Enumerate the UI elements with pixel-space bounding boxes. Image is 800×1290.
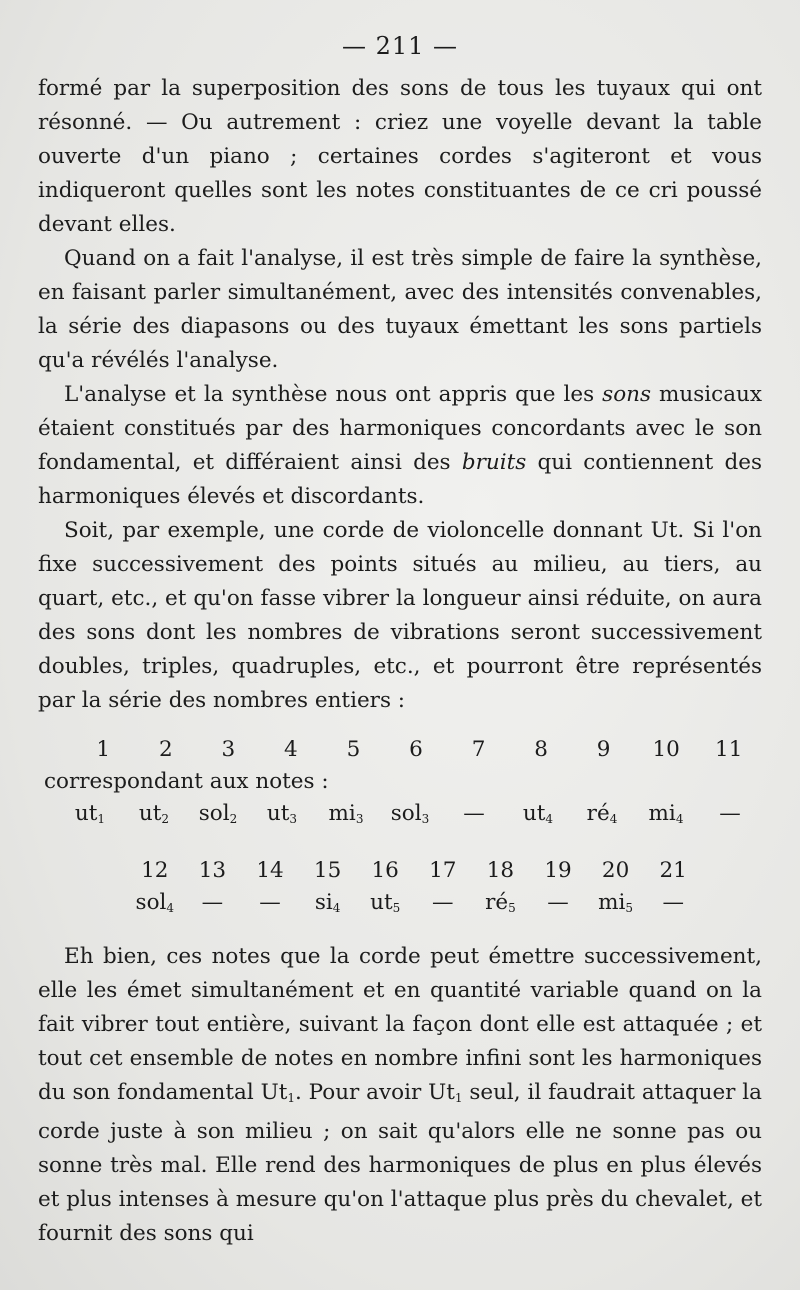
harmonic-number: 4 [284, 737, 298, 762]
paragraph-5-sub1: 1 [287, 1091, 295, 1105]
note-name: mi [598, 890, 626, 915]
note-name: mi [648, 801, 676, 826]
note-cell [698, 798, 762, 835]
harmonic-notes-row-2 [38, 887, 762, 924]
note-cell [378, 798, 442, 835]
note-octave: 4 [675, 812, 684, 826]
note-name: ré [586, 801, 610, 826]
note-name: — [463, 801, 485, 826]
note-cell [634, 798, 698, 835]
harmonic-number: 10 [652, 737, 680, 762]
paragraph-3 [38, 378, 762, 514]
note-cell [250, 798, 314, 835]
paragraph-5-part1: Eh bien, ces notes que la corde peut émettre successivement, elle les émet simultanément et en quantité variable quand on la fait vibrer tout entière, suivant la façon dont elle est attaquée ; et tout cet ensemble de notes en nombre infini sont les harmoniques du son fondamental Ut [38, 944, 762, 1105]
paragraph-5-part2: . Pour avoir Ut [294, 1080, 455, 1105]
note-octave: 1 [97, 812, 106, 826]
harmonic-notes-row-1 [38, 798, 762, 835]
note-octave: 3 [355, 812, 364, 826]
note-octave: 5 [392, 901, 401, 915]
note-cell [644, 887, 702, 924]
harmonic-numbers-row-2 [38, 855, 762, 887]
harmonic-number: 5 [346, 737, 361, 762]
note-name: ut [138, 801, 162, 826]
note-name: — [547, 890, 569, 915]
note-name: ut [522, 801, 546, 826]
note-cell [356, 887, 414, 924]
note-name: — [201, 890, 224, 915]
note-cell [472, 887, 530, 924]
note-octave: 3 [289, 812, 298, 826]
harmonic-number: 17 [429, 858, 457, 883]
note-name: — [662, 890, 684, 915]
harmonic-number: 8 [534, 737, 548, 762]
paragraph-5-sub2: 1 [454, 1091, 463, 1105]
harmonic-number: 19 [544, 858, 572, 883]
note-octave: 4 [166, 901, 175, 915]
note-name: ut [74, 801, 98, 826]
note-octave: 2 [161, 812, 170, 826]
note-cell [570, 798, 634, 835]
note-octave: 5 [625, 901, 634, 915]
harmonic-number: 11 [715, 737, 743, 762]
harmonic-number: 13 [198, 858, 227, 883]
paragraph-2: Quand on a fait l'analyse, il est très simple de faire la synthèse, en faisant parler simultanément, avec des intensités convenables, la série des diapasons ou des tuyaux émettant les sons partiels qu'a révélés l'analyse. [38, 246, 762, 373]
page-number: — 211 — [341, 32, 459, 60]
harmonic-number: 2 [158, 737, 173, 762]
note-name: ut [266, 801, 290, 826]
note-cell [126, 887, 184, 924]
note-cell [314, 798, 378, 835]
paragraph-3-part1: L'analyse et la synthèse nous ont appris que les [64, 382, 603, 407]
note-name: ré [485, 890, 509, 915]
note-octave: 5 [508, 901, 516, 915]
note-octave: 4 [545, 812, 554, 826]
note-name: mi [328, 801, 356, 826]
paragraph-5-part3: seul, il faudrait attaquer la corde juste à son milieu ; on sait qu'alors elle ne sonne pas ou sonne très mal. Elle rend des harmoniques de plus en plus élevés et plus intenses à mesure qu'on l'attaque plus près du chevalet, et fournit des sons qui [38, 1080, 762, 1246]
note-cell [529, 887, 587, 924]
paragraph-3-part3: qui contiennent des harmoniques élevés et discordants. [38, 450, 762, 509]
note-octave: 4 [609, 812, 618, 826]
note-cell [414, 887, 472, 924]
harmonic-numbers-row-1 [38, 734, 762, 766]
harmonic-number: 16 [371, 858, 399, 883]
note-cell [587, 887, 645, 924]
harmonic-number: 18 [486, 858, 515, 883]
note-cell [442, 798, 506, 835]
harmonic-number: 7 [471, 737, 486, 762]
harmonic-number: 21 [659, 858, 687, 883]
harmonic-number: 1 [96, 737, 111, 762]
note-cell [184, 887, 242, 924]
paragraph-3-em-bruits: bruits [461, 450, 527, 475]
note-cell [299, 887, 357, 924]
paragraph-3-part2: musicaux étaient constitués par des harmoniques concordants avec le son fondamental, et différaient ainsi des [38, 382, 762, 475]
note-cell [506, 798, 570, 835]
harmonic-number: 15 [313, 858, 342, 883]
note-name: ut [370, 890, 393, 915]
note-name: sol [198, 801, 230, 826]
harmonic-number: 12 [141, 858, 169, 883]
note-name: — [259, 890, 281, 915]
note-name: sol [390, 801, 422, 826]
note-name: sol [135, 890, 167, 915]
note-name: si [314, 890, 333, 915]
note-cell [186, 798, 250, 835]
harmonic-number: 6 [409, 737, 423, 762]
paragraph-1: formé par la superposition des sons de tous les tuyaux qui ont résonné. — Ou autrement : criez une voyelle devant la table ouverte d'un piano ; certaines cordes s'agiteront et vous indiqueront quelles sont les notes constituantes de ce cri poussé devant elles. [38, 76, 762, 237]
harmonic-number: 20 [601, 858, 630, 883]
note-cell [58, 798, 122, 835]
paragraph-5 [38, 940, 762, 1251]
note-name: — [432, 890, 454, 915]
harmonic-number: 9 [596, 737, 611, 762]
note-cell [122, 798, 186, 835]
note-octave: 2 [229, 812, 238, 826]
harmonic-number: 3 [221, 737, 236, 762]
paragraph-3-em-sons: sons [602, 382, 652, 407]
note-cell [241, 887, 299, 924]
harmonic-number: 14 [256, 858, 284, 883]
paragraph-4: Soit, par exemple, une corde de violoncelle donnant Ut. Si l'on fixe successivement des points situés au milieu, au tiers, au quart, etc., et qu'on fasse vibrer la longueur ainsi réduite, on aura des sons dont les nombres de vibrations seront successivement doubles, triples, quadruples, etc., et pourront être représentés par la série des nombres entiers : [38, 518, 762, 713]
note-name: — [719, 801, 741, 826]
note-octave: 4 [332, 901, 341, 915]
note-octave: 3 [421, 812, 430, 826]
correspondance-label: correspondant aux notes : [44, 769, 329, 794]
